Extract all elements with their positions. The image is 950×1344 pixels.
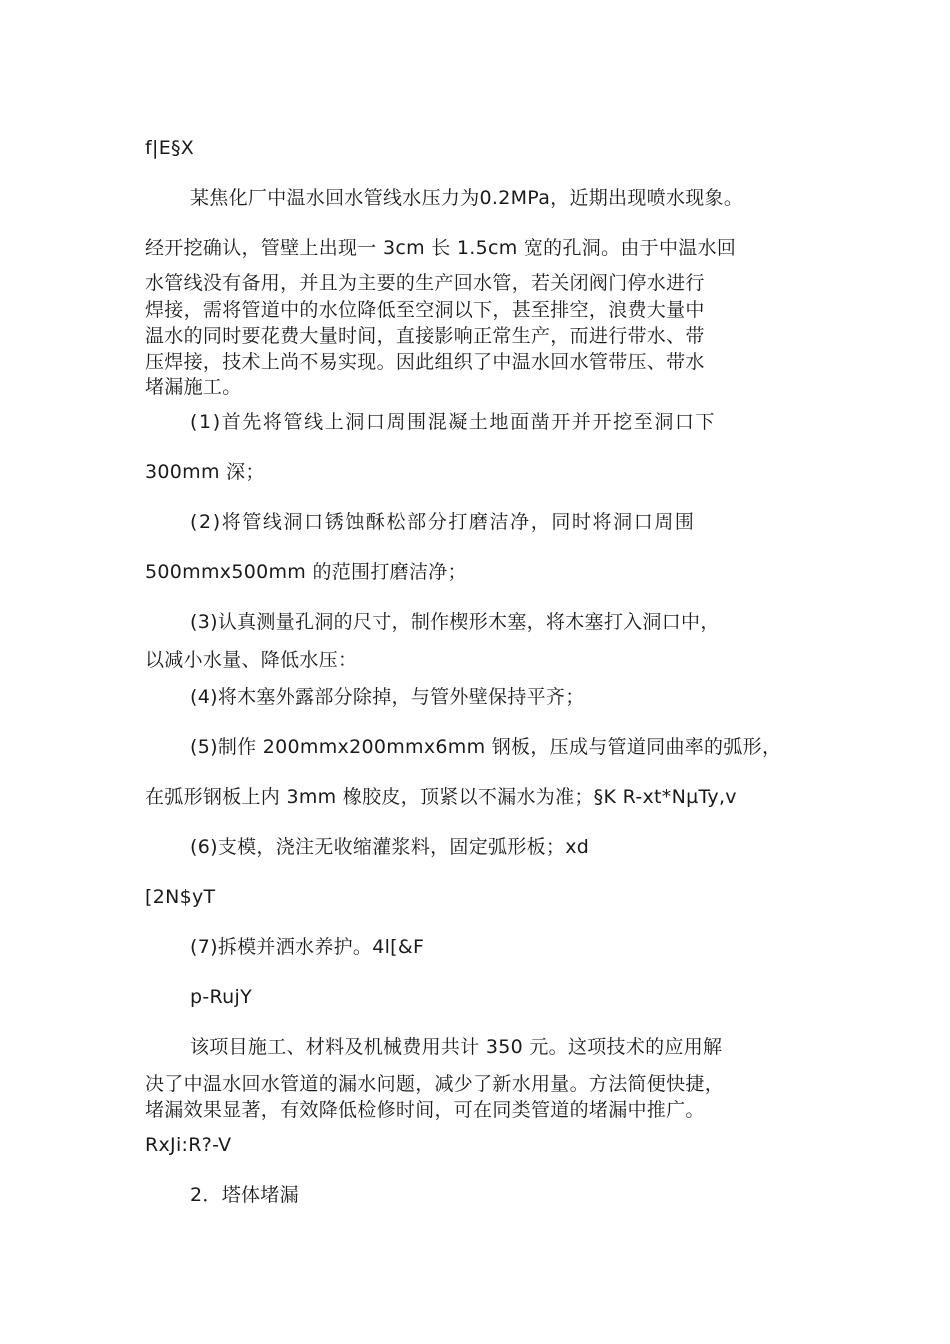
step-1-line: (1)首先将管线上洞口周围混凝土地面凿开并开挖至洞口下 xyxy=(190,411,717,433)
garbled-text-line: RxJi:R?-V xyxy=(145,1134,232,1156)
step-2-line: (2)将管线洞口锈蚀酥松部分打磨洁净，同时将洞口周围 xyxy=(190,511,696,533)
step-1-line: 300mm 深； xyxy=(145,461,265,483)
paragraph-line: 堵漏施工。 xyxy=(145,376,242,398)
step-2-line: 500mmx500mm 的范围打磨洁净； xyxy=(145,561,467,583)
step-7-line: (7)拆模并洒水养护。4l[&F xyxy=(190,936,425,958)
step-3-line: (3)认真测量孔洞的尺寸，制作楔形木塞，将木塞打入洞口中， xyxy=(190,611,720,633)
paragraph-line: 温水的同时要花费大量时间，直接影响正常生产，而进行带水、带 xyxy=(145,325,705,347)
paragraph-line: 压焊接，技术上尚不易实现。因此组织了中温水回水管带压、带水 xyxy=(145,351,705,373)
paragraph-line: 水管线没有备用，并且为主要的生产回水管，若关闭阀门停水进行 xyxy=(145,272,705,294)
paragraph-line: 经开挖确认，管壁上出现一 3cm 长 1.5cm 宽的孔洞。由于中温水回 xyxy=(145,237,737,259)
summary-line: 决了中温水回水管道的漏水问题，减少了新水用量。方法简便快捷， xyxy=(145,1073,725,1095)
garbled-text-line: p-RujY xyxy=(190,986,252,1008)
step-6-line: (6)支模，浇注无收缩灌浆料，固定弧形板；xd xyxy=(190,836,590,858)
summary-line: 堵漏效果显著，有效降低检修时间，可在同类管道的堵漏中推广。 xyxy=(145,1099,705,1121)
step-5-line: (5)制作 200mmx200mmx6mm 钢板，压成与管道同曲率的弧形， xyxy=(190,736,782,758)
step-5-line: 在弧形钢板上内 3mm 橡胶皮，顶紧以不漏水为准；§K R-xt*NµTy,v xyxy=(145,786,737,808)
paragraph-line: 某焦化厂中温水回水管线水压力为0.2MPa，近期出现喷水现象。 xyxy=(190,187,744,209)
summary-line: 该项目施工、材料及机械费用共计 350 元。这项技术的应用解 xyxy=(190,1036,723,1058)
garbled-text-line: [2N$yT xyxy=(145,886,216,908)
step-3-line: 以减小水量、降低水压： xyxy=(145,649,358,671)
garbled-text-line: f|E§X xyxy=(145,137,195,159)
section-heading: 2．塔体堵漏 xyxy=(190,1184,299,1206)
paragraph-line: 焊接，需将管道中的水位降低至空洞以下，甚至排空，浪费大量中 xyxy=(145,299,705,321)
step-4-line: (4)将木塞外露部分除掉，与管外壁保持平齐； xyxy=(190,686,585,708)
